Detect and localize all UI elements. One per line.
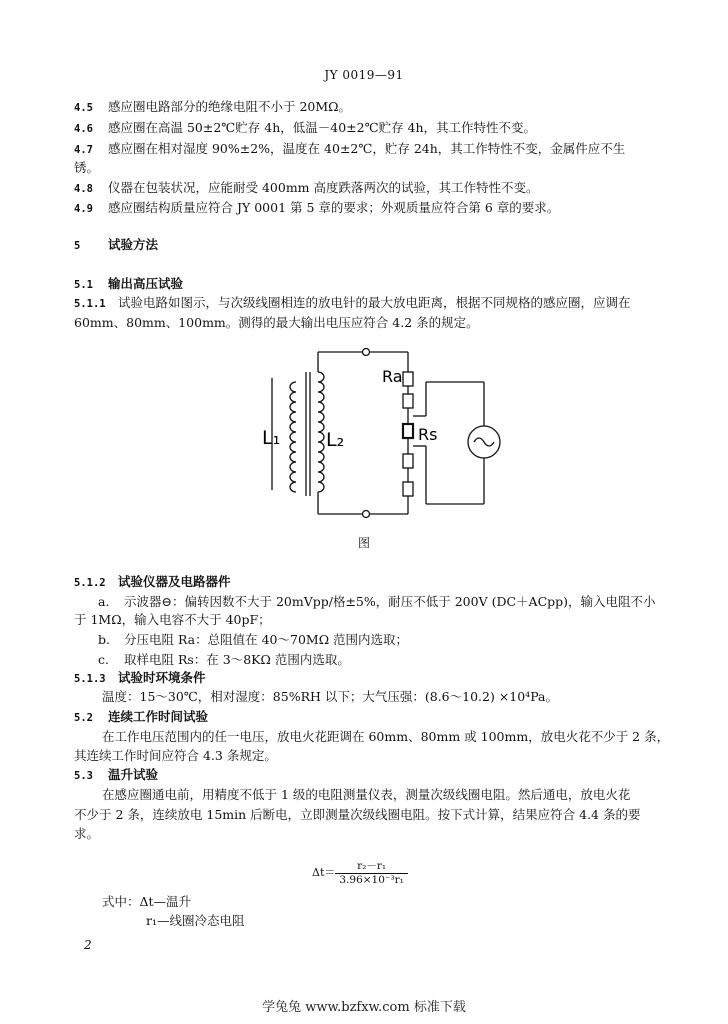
- item-text: 取样电阻 Rs：在 3～8KΩ 范围内选取。: [124, 652, 350, 667]
- terminal-top: [363, 349, 370, 356]
- page-header: JY 0019—91: [324, 68, 404, 82]
- clause-number: 4.7: [74, 144, 93, 156]
- section-number: 5: [74, 240, 81, 252]
- item-a-continued: 于 1MΩ，输入电容不大于 40pF；: [74, 612, 271, 627]
- section-number: 5.1: [74, 279, 93, 291]
- clause-text: 试验电路如图示，与次级线圈相连的放电针的最大放电距离，根据不同规格的感应圈，应调在: [118, 295, 631, 310]
- resistor-ra-4: [403, 482, 413, 496]
- clause-text: 感应圈在高温 50±2℃贮存 4h，低温－40±2℃贮存 4h，其工作特性不变。: [108, 120, 537, 135]
- clause-number: 4.9: [74, 203, 93, 215]
- section-number: 5.2: [74, 712, 93, 724]
- item-label: a.: [98, 594, 110, 609]
- label-ra: Ra: [382, 367, 403, 386]
- section-title: 试验方法: [108, 237, 159, 252]
- where-line-2: r₁—线圈冷态电阻: [146, 913, 245, 928]
- label-rs: Rs: [418, 425, 438, 444]
- label-l1: L₁: [262, 427, 281, 449]
- section-title: 连续工作时间试验: [108, 709, 209, 724]
- section-title: 试验时环境条件: [118, 670, 206, 685]
- terminal-bottom: [363, 511, 370, 518]
- footer-watermark: 学兔兔 www.bzfxw.com 标准下载: [262, 1000, 466, 1015]
- clause-number: 5.1.1: [74, 298, 106, 310]
- section-5-2-text: 在工作电压范围内的任一电压，放电火花距调在 60mm、80mm 或 100mm，放电火花不少于 2 条，: [102, 729, 670, 744]
- section-number: 5.1.3: [74, 673, 106, 685]
- label-l2: L₂: [326, 429, 345, 451]
- item-label: b.: [98, 632, 110, 647]
- section-5-1-3-heading: [74, 670, 650, 687]
- section-title: 温升试验: [108, 767, 159, 782]
- clause-5-1-1-continued: 60mm、80mm、100mm。测得的最大输出电压应符合 4.2 条的规定。: [74, 315, 479, 330]
- formula-fraction: [335, 858, 408, 886]
- clause-number: 4.6: [74, 123, 93, 135]
- item-text: 示波器⊖：偏转因数不大于 20mVpp/格±5%，耐压不低于 200V (DC＋ACpp)，输入电阻不小: [124, 594, 656, 609]
- primary-coil-l1: [290, 382, 296, 492]
- clause-text: 感应圈结构质量应符合 JY 0001 第 5 章的要求；外观质量应符合第 6 章的要求。: [108, 200, 560, 215]
- sine-wave-icon: [474, 438, 494, 446]
- section-title: 输出高压试验: [108, 276, 184, 291]
- item-text: 分压电阻 Ra：总阻值在 40～70MΩ 范围内选取；: [124, 632, 409, 647]
- section-5-2-heading: [74, 709, 650, 726]
- section-5-1-2-heading: [74, 574, 650, 591]
- item-a: [74, 594, 674, 610]
- section-5-3-heading: [74, 767, 650, 784]
- formula-lhs: Δt＝: [312, 866, 336, 879]
- clause-text: 感应圈电路部分的绝缘电阻不小于 20MΩ。: [108, 99, 352, 114]
- section-5-3-continued-1: 不少于 2 条，连续放电 15min 后断电，立即测量次级线圈电阻。按下式计算，结果应符合 4.4 条的要: [74, 807, 641, 822]
- section-title: 试验仪器及电路器件: [118, 574, 231, 589]
- where-line-1: 式中：Δt—温升: [102, 894, 192, 909]
- clause-number: 4.8: [74, 183, 93, 195]
- resistor-ra-2: [403, 394, 413, 408]
- secondary-coil-l2: [318, 372, 324, 492]
- resistor-ra-1: [403, 372, 413, 386]
- clause-number: 4.5: [74, 102, 93, 114]
- section-5-2-continued: 其连续工作时间应符合 4.3 条规定。: [74, 748, 277, 763]
- item-c: [74, 652, 674, 668]
- figure-caption: 图: [357, 536, 370, 550]
- section-5-3-continued-2: 求。: [74, 826, 100, 841]
- section-number: 5.1.2: [74, 577, 106, 589]
- section-number: 5.3: [74, 770, 93, 782]
- resistor-rs: [403, 424, 413, 438]
- temperature-rise-formula: [312, 858, 408, 886]
- resistor-ra-3: [403, 454, 413, 468]
- page-number: 2: [84, 938, 92, 952]
- section-5-3-text: 在感应圈通电前，用精度不低于 1 级的电阻测量仪表，测量次级线圈电阻。然后通电，放电火花: [102, 787, 631, 802]
- item-b: [74, 632, 674, 648]
- formula-denominator: 3.96×10⁻³r₁: [339, 874, 404, 886]
- clause-text: 感应圈在相对湿度 90%±2%，温度在 40±2℃，贮存 24h，其工作特性不变，金属件应不生: [108, 141, 626, 156]
- clause-4-7-continued: 锈。: [74, 160, 100, 175]
- item-label: c.: [98, 652, 109, 667]
- environment-conditions: 温度：15～30℃，相对湿度：85%RH 以下；大气压强：(8.6～10.2) ×10⁴Pa。: [102, 689, 558, 704]
- formula-numerator: r₂－r₁: [335, 858, 408, 874]
- clause-text: 仪器在包装状况，应能耐受 400mm 高度跌落两次的试验，其工作特性不变。: [108, 180, 539, 195]
